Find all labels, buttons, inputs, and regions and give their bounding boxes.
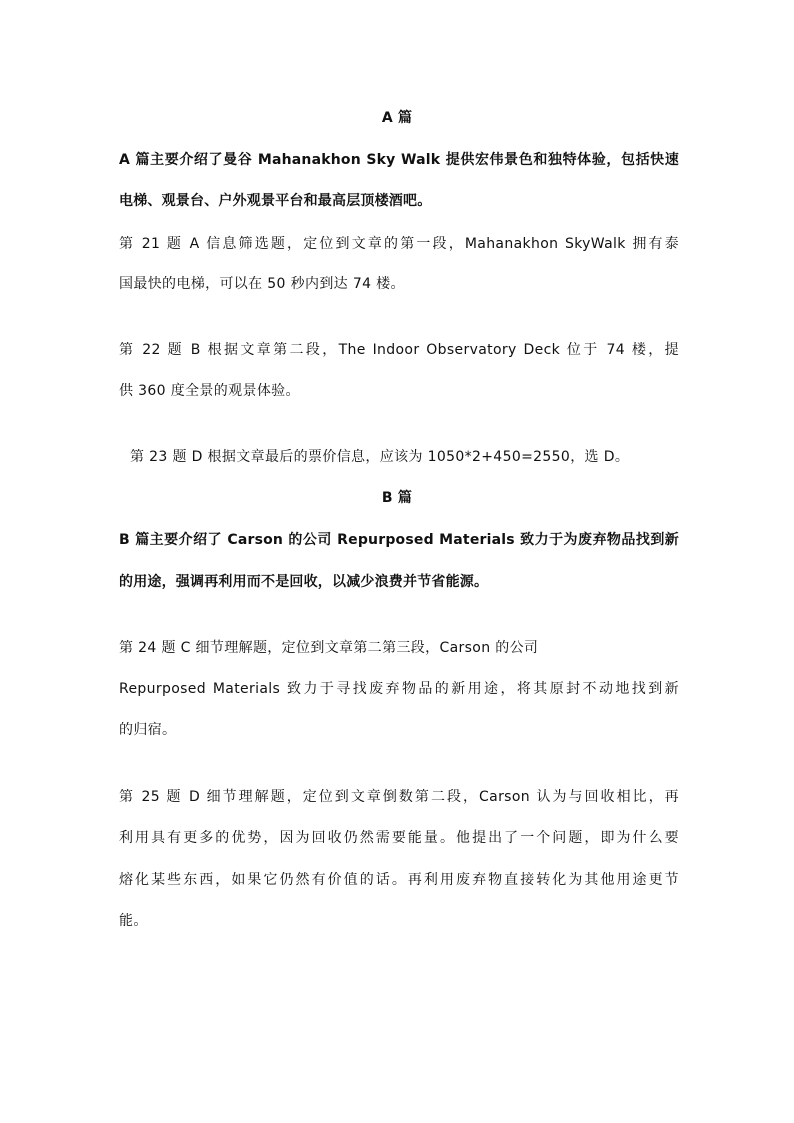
question-21-line-1: 第 21 题 A 信息筛选题，定位到文章的第一段，Mahanakhon SkyWalk 拥有泰: [119, 236, 679, 252]
section-a-heading: A 篇: [381, 110, 413, 126]
question-24-line-2: Repurposed Materials 致力于寻找废弃物品的新用途，将其原封不动地找到新: [119, 681, 679, 697]
question-25-line-2: 利用具有更多的优势，因为回收仍然需要能量。他提出了一个问题，即为什么要: [119, 830, 679, 846]
question-22-line-1: 第 22 题 B 根据文章第二段，The Indoor Observatory Deck 位于 74 楼，提: [119, 342, 679, 358]
section-b-summary-line-2: 的用途，强调再利用而不是回收，以减少浪费并节省能源。: [119, 574, 489, 590]
question-25-line-3: 熔化某些东西，如果它仍然有价值的话。再利用废弃物直接转化为其他用途更节: [119, 872, 679, 888]
question-24-line-1: 第 24 题 C 细节理解题，定位到文章第二第三段，Carson 的公司: [119, 640, 539, 656]
section-b-heading: B 篇: [381, 490, 413, 506]
question-24-line-3: 的归宿。: [119, 722, 177, 738]
section-b-summary-line-1: B 篇主要介绍了 Carson 的公司 Repurposed Materials 致力于为废弃物品找到新: [119, 532, 679, 548]
question-25-line-1: 第 25 题 D 细节理解题，定位到文章倒数第二段，Carson 认为与回收相比，再: [119, 789, 679, 805]
section-a-summary-line-2: 电梯、观景台、户外观景平台和最高层顶楼酒吧。: [119, 193, 432, 209]
question-22-line-2: 供 360 度全景的观景体验。: [119, 383, 300, 399]
section-a-summary-line-1: A 篇主要介绍了曼谷 Mahanakhon Sky Walk 提供宏伟景色和独特体验，包括快速: [119, 152, 679, 168]
question-25-line-4: 能。: [119, 913, 148, 929]
question-21-line-2: 国最快的电梯，可以在 50 秒内到达 74 楼。: [119, 276, 405, 292]
question-23: 第 23 题 D 根据文章最后的票价信息，应该为 1050*2+450=2550，选 D。: [130, 449, 630, 465]
